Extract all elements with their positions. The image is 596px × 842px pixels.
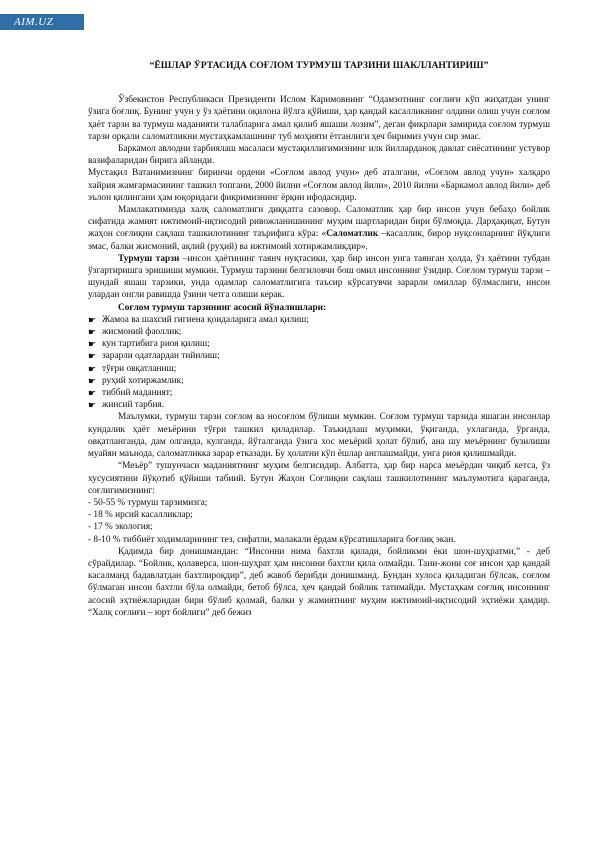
list-item-text: руҳий хотиржамлик; — [102, 375, 184, 386]
health-term: Саломатлик — [326, 229, 379, 240]
list-item — [88, 350, 550, 362]
pointing-hand-icon: ☛ — [88, 339, 97, 350]
list-item-text: жинсий тарбия. — [102, 400, 165, 411]
paragraph-1: Ўзбекистон Республикаси Президенти Ислом Каримовнинг “Одамзотнинг соғлиғи кўп жиҳатдан унинг ўзига боғлиқ. Бунинг учун у ўз ҳаётини оқилона йўлга қўйиши, ҳар қандай касалликнинг олдини олиш учун соғлом ҳаёт тарзи ва турмуш маданияти талабларига амал қилиб яшаши лозим”, деган фикрлари замирида соғлом турмуш тарзи орқали саломатликни мустаҳкамлашнинг туб моҳияти ётганлиги ҳеч биримиз учун сир эмас. — [88, 95, 550, 142]
list-item — [88, 363, 550, 375]
pointing-hand-icon: ☛ — [88, 400, 97, 411]
paragraph-6: Маълумки, турмуш тарзи соғлом ва носоғлом бўлиши мумкин. Соғлом турмуш тарзида яшаган инсонлар кундалик ҳаёт меъёрини тўғри ташкил қиладилар. Таъкидлаш муҳимки, ўқиганда, ухлаганда, ўрганда, овқатланганда, дам олганда, кулганда, йўталганда ўзига хос меъёрий ҳолат бўлиб, ана шу меъёрнинг бузилиши муайян маънода, саломатликка зарар етказади. Бу ҳолатни кўп ёшлар англашмайди, унга риоя қилишмайди. — [88, 412, 550, 460]
document-title: “ЁШЛАР ЎРТАСИДА СОҒЛОМ ТУРМУШ ТАРЗИНИ ШАКЛЛАНТИРИШ” — [149, 60, 489, 71]
stat-line: - 50-55 % турмуш тарзимизга; — [88, 497, 208, 508]
stat-line: - 17 % экология; — [88, 522, 153, 533]
pointing-hand-icon: ☛ — [88, 327, 97, 338]
list-item — [88, 314, 550, 326]
pointing-hand-icon: ☛ — [88, 375, 97, 386]
list-item — [88, 375, 550, 387]
directions-list — [88, 314, 550, 412]
list-item — [88, 326, 550, 338]
paragraph-3: Мустақил Ватанимизнинг биринчи ордени «Соғлом авлод учун» деб аталгани, «Соғлом авлод учун» халқаро хайрия жамғармасининг ташкил топгани, 2000 йилни «Соғлом авлод йили», 2010 йилни «Баркамол авлод йили» деб эълон қилингани ҳам юқоридаги фикримизнинг ёрқин ифодасидир. — [88, 168, 550, 203]
paragraph-4-text: Мамлакатимизда халқ саломатлиги диққатга сазовор. Саломатлик ҳар бир инсон учун бебаҳо бойлик сифатида жамият ижтимоий-иқтисодий ривожланишининг муҳим шартларидан бири бўлмоқда. Дарҳақиқат, Бутун жаҳон соғлиқни сақлаш ташкилотининг таърифига кўра: « — [88, 205, 550, 240]
paragraph-4-rest: –касаллик, бирор нуқсонларнинг йўқлиги эмас, балки жисмоний, ақлий (руҳий) ва ижтимоий хотиржамликдир». — [88, 229, 550, 252]
paragraph-7: “Меъёр” тушунчаси маданиятнинг муҳим белгисидир. Албатта, ҳар бир нарса меъёрдан чиқиб кетса, ўз хусусиятини йўқотиб қўйиши табиий. Бутун Жаҳон Соғлиқни сақлаш ташкилотининг маълумотига қараганда, соғлигимизнинг: — [88, 461, 550, 496]
list-item — [88, 338, 550, 350]
paragraph-5 — [88, 253, 550, 302]
pointing-hand-icon: ☛ — [88, 363, 97, 374]
pointing-hand-icon: ☛ — [88, 314, 97, 325]
list-heading: Соғлом турмуш тарзининг асосий йўналишлари: — [118, 302, 327, 313]
list-item — [88, 399, 550, 411]
pointing-hand-icon: ☛ — [88, 351, 97, 362]
stat-line: - 8-10 % тиббиёт ходимларининг тез, сифатли, малакали ёрдам кўрсатишларига боғлиқ экан. — [88, 534, 456, 545]
list-item-text: тўғри овқатланиш; — [102, 363, 177, 374]
list-item-text: зарарли одатлардан тийилиш; — [102, 351, 220, 362]
pointing-hand-icon: ☛ — [88, 388, 97, 399]
paragraph-4 — [88, 204, 550, 253]
list-item-text: жисмоний фаоллик; — [102, 327, 182, 338]
list-item-text: кун тартибига риоя қилиш; — [102, 339, 210, 350]
document-body — [88, 60, 550, 619]
paragraph-2: Баркамол авлодни тарбиялаш масаласи мустақиллигимизнинг илк йилларданоқ давлат сиёсатининг устувор вазифаларидан бирига айланди. — [88, 144, 550, 167]
list-item-text: Жамоа ва шахсий гигиена қоидаларига амал қилиш; — [102, 314, 309, 325]
paragraph-5-rest: –инсон ҳаётининг таянч нуқтасики, ҳар бир инсон унга таянган ҳолда, ўз ҳаётини тубдан ўзгартиришга эришиши мумкин. Турмуш тарзини белгиловчи бош омил инсоннинг ўзидир. Соғлом турмуш тарзи –шундай яшаш тарзики, унда одамлар саломатлигига таъсир кўрсатувчи зарарли омиллар бўлмаслиги, инсон улардан онгли равишда ўзини четга олиши керак. — [88, 253, 550, 301]
paragraph-8: Қадимда бир донишмандан: “Инсонни нима бахтли қилади, бойликми ёки шон-шуҳратми,” - деб сўрайдилар. “Бойлик, қолаверса, шон-шуҳрат ҳам инсонни бахтли қила олмайди. Тани-жони соғ инсон ҳар қандай касалманд бадавлатдан бахтлироқдир”, деб жавоб берибди донишманд. Бундан хулоса қиладиган бўлсак, соғлом бўлмаган инсон бахтли бўла олмайди, бетоб бўлса, ҳеч қандай бойлик татимайди. Мустаҳкам соғлиқ инсоннинг асосий эҳтиёжларидан бири бўлиб қолмай, балки у жамиятнинг муҳим ижтимоий-иқтисодий эҳтиёжи ҳамдир. “Халқ соғлиғи – юрт бойлиги” деб бежиз — [88, 546, 550, 618]
stat-line: - 18 % ирсий касалликлар; — [88, 510, 193, 521]
lifestyle-term: Турмуш тарзи — [118, 253, 180, 264]
site-logo[interactable]: AIM.UZ — [0, 14, 84, 30]
list-item-text: тиббий маданият; — [102, 388, 173, 399]
list-item — [88, 387, 550, 399]
